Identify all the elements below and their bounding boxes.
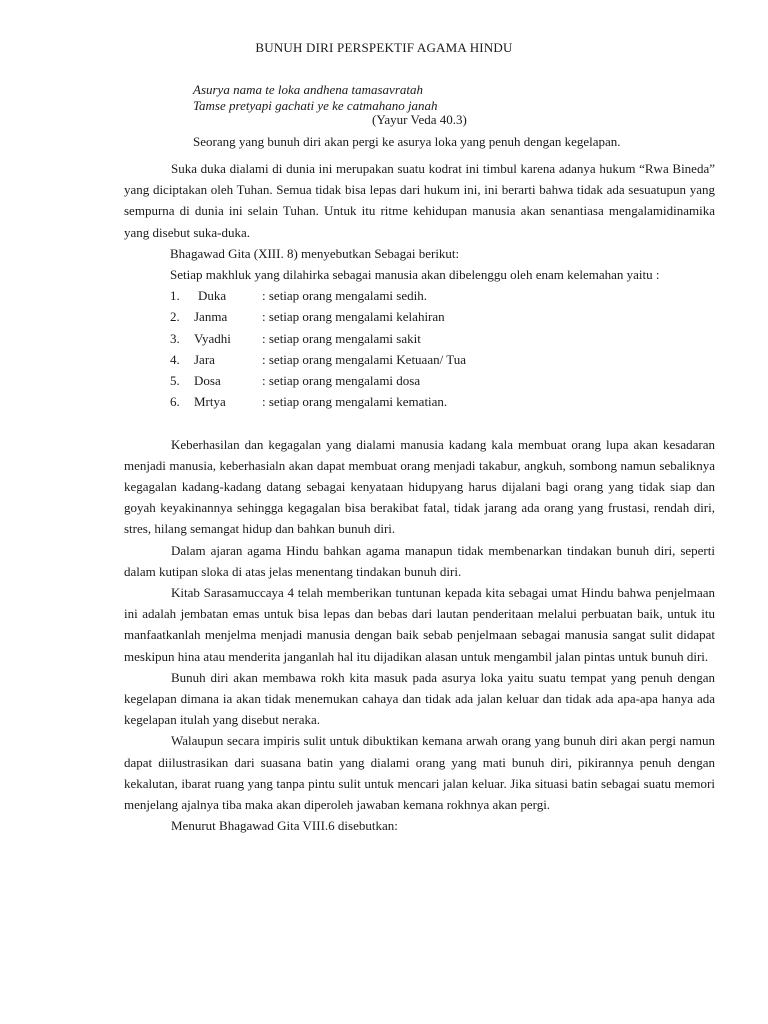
list-item-number: 4. [170, 351, 180, 367]
list-item [170, 328, 715, 349]
list-item [170, 370, 715, 391]
list-item-description: : setiap orang mengalami sakit [262, 330, 421, 346]
list-item-description: : setiap orang mengalami kelahiran [262, 309, 445, 325]
verse-line-1: Asurya nama te loka andhena tamasavratah [193, 82, 424, 97]
list-item-number: 5. [170, 372, 180, 388]
list-intro [170, 243, 715, 285]
list-item [170, 391, 715, 412]
list-item-number: 1. [170, 288, 180, 304]
document-body [124, 158, 715, 836]
list-item [170, 306, 715, 327]
list-item [170, 349, 715, 370]
verse-line-2: Tamse pretyapi gachati ye ke catmahano janah [193, 98, 438, 113]
list-item-description: : setiap orang mengalami Ketuaan/ Tua [262, 351, 466, 367]
list-item-description: : setiap orang mengalami sedih. [262, 288, 427, 304]
verse-translation: Seorang yang bunuh diri akan pergi ke asurya loka yang penuh dengan kegelapan. [193, 134, 621, 149]
paragraph: Suka duka dialami di dunia ini merupakan suatu kodrat ini timbul karena adanya hukum “Rwa Bineda” yang diciptakan oleh Tuhan. Semua tidak bisa lepas dari hukum ini, ini berarti bahwa tidak ada sesuatupun yang sempurna di dunia ini selain Tuhan. Untuk itu ritme kehidupan manusia akan senantiasa mengalamidinamika yang disebut suka-duka. [124, 161, 715, 240]
weakness-list [170, 285, 715, 412]
list-item-description: : setiap orang mengalami dosa [262, 372, 421, 388]
paragraph: Kitab Sarasamuccaya 4 telah memberikan tuntunan kepada kita sebagai umat Hindu bahwa penjelmaan ini adalah jembatan emas untuk bisa lepas dan bebas dari lautan penderitaan melalui perbuatan baik, untuk itu manfaatkanlah menjelma menjadi manusia dengan baik sebab penjelmaan sebagai manusia sangat sulit didapat meskipun hina atau menderita janganlah hal itu dijadikan alasan untuk mengambil jalan pintas untuk bunuh diri. [124, 584, 715, 664]
list-item-number: 3. [170, 330, 180, 346]
paragraph: Keberhasilan dan kegagalan yang dialami manusia kadang kala membuat orang lupa akan kesadaran menjadi manusia, keberhasialn akan dapat membuat orang menjadi takabur, angkuh, sombong namun sebaliknya kegagalan kadang-kadang datang sebagai kenyataan hidupyang harus dijalani bagi orang yang tidak siap dan goyah keyakinannya sehingga kegagalan bisa berakibat fatal, tidak jarang ada orang yang frustasi, rendah diri, stres, hilang semangat hidup dan bahkan bunuh diri. [124, 436, 715, 537]
verse-reference: (Yayur Veda 40.3) [372, 112, 467, 127]
list-item [170, 285, 715, 306]
paragraph: Bhagawad Gita (XIII. 8) menyebutkan Sebagai berikut: [170, 245, 460, 261]
paragraph: Setiap makhluk yang dilahirka sebagai manusia akan dibelenggu oleh enam kelemahan yaitu : [170, 267, 660, 283]
paragraph: Dalam ajaran agama Hindu bahkan agama manapun tidak membenarkan tindakan bunuh diri, seperti dalam kutipan sloka di atas jelas menentang tindakan bunuh diri. [124, 542, 715, 579]
paragraph: Menurut Bhagawad Gita VIII.6 disebutkan: [171, 818, 398, 834]
paragraph: Bunuh diri akan membawa rokh kita masuk pada asurya loka yaitu suatu tempat yang penuh dengan kegelapan dimana ia akan tidak menemukan cahaya dan tidak ada jalan keluar dan tidak ada apa-apa hanya ada kegelapan itulah yang disebut neraka. [124, 669, 715, 728]
paragraph: Walaupun secara impiris sulit untuk dibuktikan kemana arwah orang yang bunuh diri akan pergi namun dapat diilustrasikan dari suasana batin yang dialami orang yang mati bunuh diri, pikirannya penuh dengan kekalutan, ibarat ruang yang tanpa pintu sulit untuk mencari jalan keluar. Jika situasi batin sebagai suatu memori menjelang ajalnya tiba maka akan diperoleh jawaban kemana rokhnya akan pergi. [124, 733, 715, 812]
list-item-number: 6. [170, 394, 180, 410]
list-item-term: Dosa [194, 372, 221, 388]
spacer [124, 412, 715, 433]
list-item-term: Janma [194, 309, 228, 325]
list-item-term: Mrtya [194, 394, 226, 410]
list-item-term: Vyadhi [194, 330, 231, 346]
list-item-description: : setiap orang mengalami kematian. [262, 394, 448, 410]
document-title: BUNUH DIRI PERSPEKTIF AGAMA HINDU [255, 40, 513, 55]
list-item-term: Duka [198, 288, 227, 304]
list-item-number: 2. [170, 309, 180, 325]
list-item-term: Jara [194, 351, 215, 367]
